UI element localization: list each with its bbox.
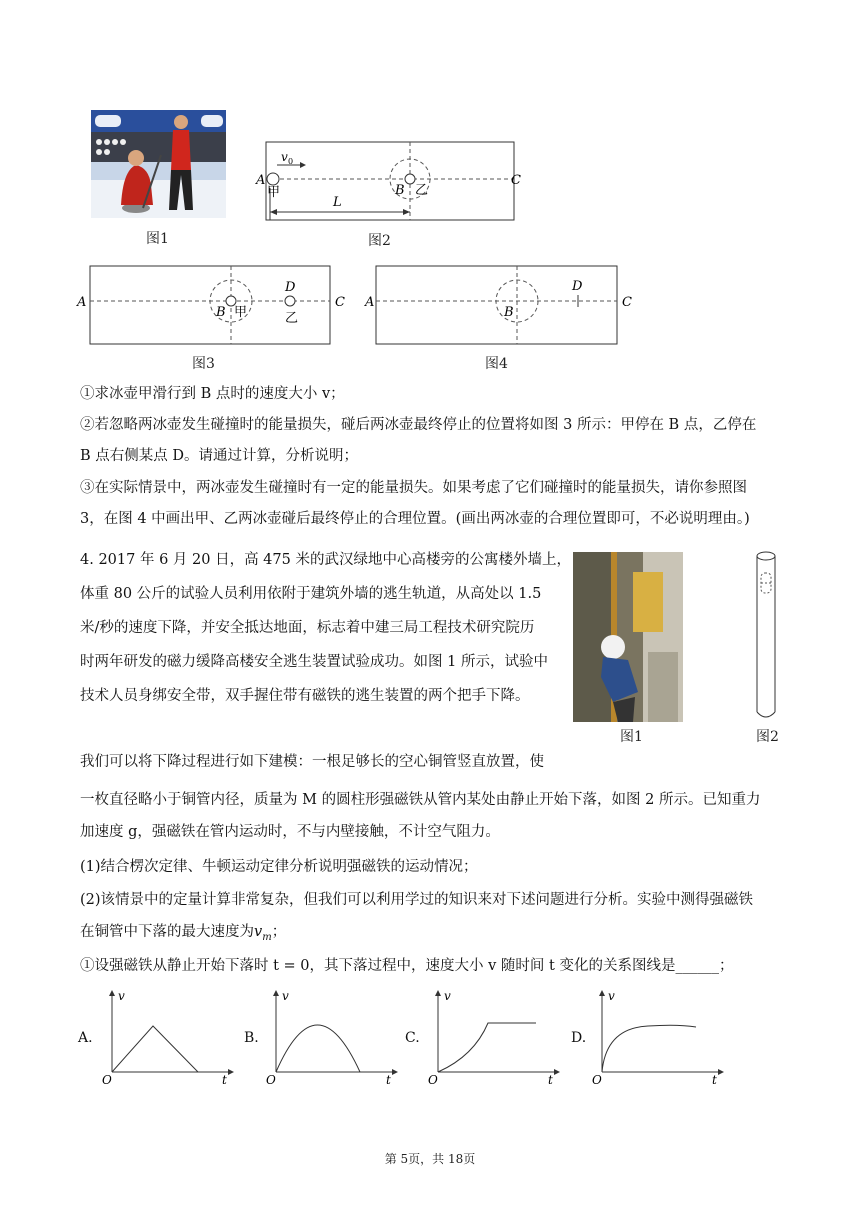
fig2-caption: 图2 [368,233,391,249]
option-a-origin: O [102,1073,112,1086]
option-b-letter[interactable]: B. [244,1030,259,1046]
q4-sub2-line2 [80,922,286,948]
q4-body-line3: 加速度 g，强磁铁在管内运动时，不与内壁接触，不计空气阻力。 [80,824,500,840]
option-b-t-label: t [386,1073,391,1086]
option-c-v-label: v [444,989,451,1003]
curling-photo [91,110,226,218]
fig3-label-jia: 甲 [234,305,248,320]
q4-intro-line2: 体重 80 公斤的试验人员利用依附于建筑外墙的逃生轨道，从高处以 1.5 [80,586,542,602]
option-b-origin: O [266,1073,276,1086]
q3-part-2-line2: B 点右侧某点 D。请通过计算，分析说明； [80,448,358,464]
page-footer: 第 5页，共 18页 [384,1152,476,1166]
option-c-letter[interactable]: C. [405,1030,420,1046]
fig2-label-b: B [395,183,405,198]
q4-fig2-caption: 图2 [756,729,779,745]
copper-tube-diagram [750,548,782,724]
fig2-label-v0: v [281,150,288,164]
q4-intro-line1: 4. 2017 年 6 月 20 日，高 475 米的武汉绿地中心高楼旁的公寓楼外墙上， [80,552,571,568]
fig1-caption: 图1 [146,231,169,247]
q3-part-1: ①求冰壶甲滑行到 B 点时的速度大小 v； [80,386,345,402]
option-d-t-label: t [712,1073,717,1086]
fig2-label-c: C [511,173,521,188]
fig4-label-a: A [365,295,375,310]
q3-part-3-line1: ③在实际情景中，两冰壶发生碰撞时有一定的能量损失。如果考虑了它们碰撞时的能量损失，请你参照图 [80,480,747,496]
fig4-label-d: D [572,279,583,294]
vm-symbol: v [254,924,263,940]
fig2-label-yi: 乙 [415,183,429,198]
q4-sub2-part1: ①设强磁铁从静止开始下落时 t = 0，其下落过程中，速度大小 v 随时间 t 变化的关系图线是______； [80,958,734,974]
fig2-label-l: L [333,195,342,210]
vm-tail: ； [271,924,287,940]
fig3-caption: 图3 [192,356,215,372]
option-b-v-label: v [282,989,289,1003]
option-d-origin: O [592,1073,602,1086]
q3-part-3-line2: 3，在图 4 中画出甲、乙两冰壶碰后最终停止的合理位置。(画出两冰壶的合理位置即可，不必说明理由。) [80,511,750,527]
option-a-t-label: t [222,1073,227,1086]
option-c-graph[interactable] [424,986,564,1086]
q4-sub2-text: 在铜管中下落的最大速度为 [80,924,254,940]
option-d-v-label: v [608,989,615,1003]
fig3-diagram [76,262,352,350]
q4-intro-line3: 米/秒的速度下降，并安全抵达地面，标志着中建三局工程技术研究院历 [80,620,535,636]
escape-device-photo [573,552,683,722]
fig3-label-d: D [285,280,296,295]
fig4-label-c: C [622,295,632,310]
fig2-label-jia: 甲 [267,185,281,200]
option-c-origin: O [428,1073,438,1086]
fig3-label-a: A [77,295,87,310]
q4-body-line2: 一枚直径略小于铜管内径，质量为 M 的圆柱形强磁铁从管内某处由静止开始下落，如图 2 所示。已知重力 [80,792,761,808]
option-a-graph[interactable] [98,986,238,1086]
fig3-label-c: C [335,295,345,310]
q3-part-2-line1: ②若忽略两冰壶发生碰撞时的能量损失，碰后两冰壶最终停止的位置将如图 3 所示：甲停在 B 点，乙停在 [80,417,757,433]
fig4-label-b: B [504,305,514,320]
q4-intro-line5: 技术人员身绑安全带，双手握住带有磁铁的逃生装置的两个把手下降。 [80,688,530,704]
q4-fig1-caption: 图1 [620,729,643,745]
option-d-letter[interactable]: D. [571,1030,587,1046]
q4-sub1: (1)结合楞次定律、牛顿运动定律分析说明强磁铁的运动情况； [80,859,478,875]
option-a-v-label: v [118,989,125,1003]
option-a-letter[interactable]: A. [78,1030,93,1046]
option-d-graph[interactable] [588,986,728,1086]
fig4-diagram [362,262,636,350]
q4-sub2-line1: (2)该情景中的定量计算非常复杂，但我们可以利用学过的知识来对下述问题进行分析。实验中测得强磁铁 [80,892,754,908]
q4-body-line1: 我们可以将下降过程进行如下建模：一根足够长的空心铜管竖直放置，使 [80,754,544,770]
vm-subscript: m [262,931,272,943]
fig2-label-a: A [256,173,266,188]
option-b-graph[interactable] [262,986,402,1086]
q4-intro-line4: 时两年研发的磁力缓降高楼安全逃生装置试验成功。如图 1 所示，试验中 [80,654,548,670]
fig2-diagram [255,138,525,228]
option-c-t-label: t [548,1073,553,1086]
fig4-caption: 图4 [485,356,508,372]
fig3-label-b: B [216,305,226,320]
fig3-label-yi: 乙 [285,311,299,326]
fig2-label-v0-sub: 0 [288,157,294,166]
